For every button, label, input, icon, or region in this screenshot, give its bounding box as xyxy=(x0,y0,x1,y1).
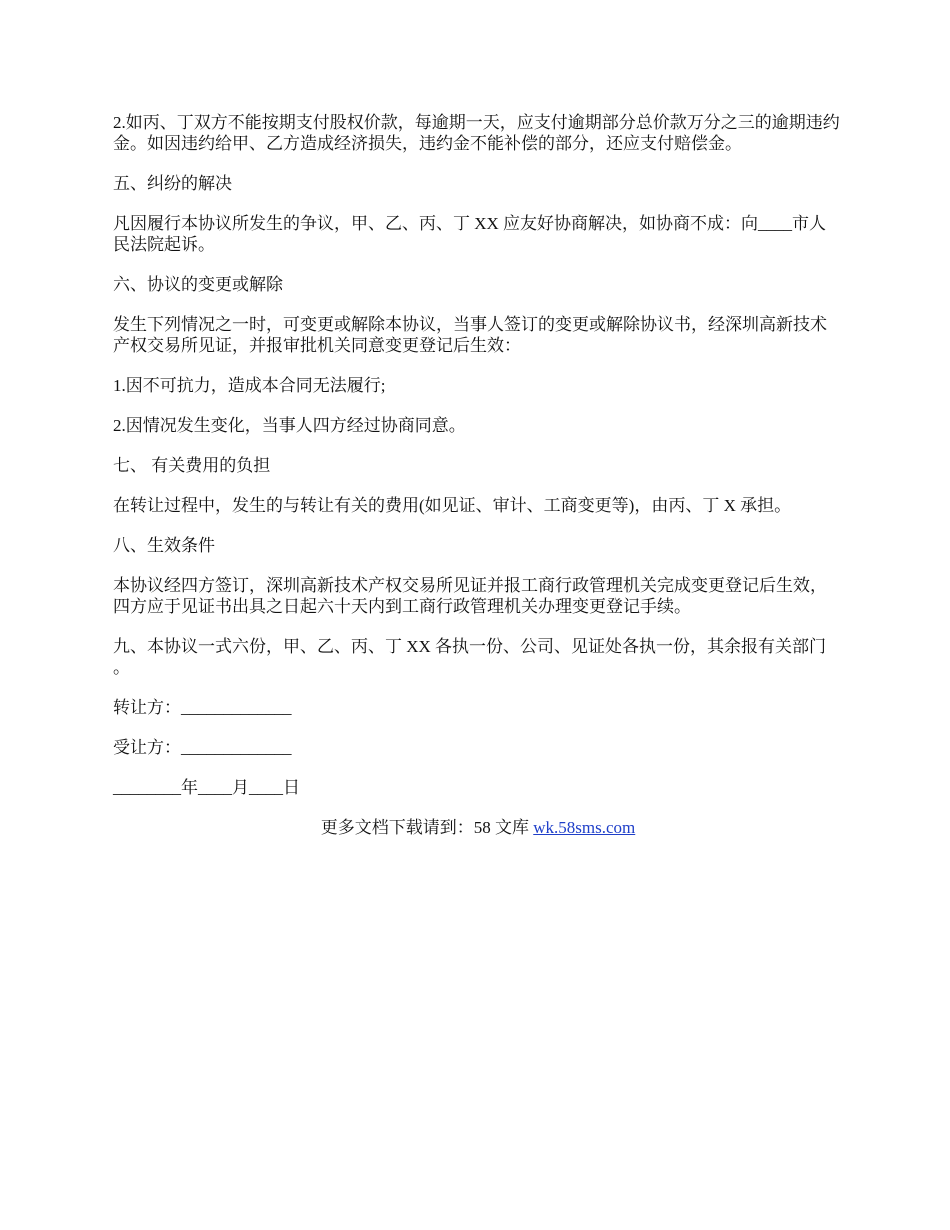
clause-change-conditions: 发生下列情况之一时，可变更或解除本协议，当事人签订的变更或解除协议书，经深圳高新技术产权交易所见证，并报审批机关同意变更登记后生效： xyxy=(113,315,827,355)
clause-force-majeure: 1.因不可抗力，造成本合同无法履行; xyxy=(113,376,386,395)
heading-change-termination: 六、协议的变更或解除 xyxy=(113,275,283,294)
document-page xyxy=(113,112,843,838)
signature-date: ________年____月____日 xyxy=(113,778,300,797)
heading-expenses: 七、 有关费用的负担 xyxy=(113,456,271,475)
heading-dispute-resolution: 五、纠纷的解决 xyxy=(113,174,232,193)
clause-mutual-agreement: 2.因情况发生变化，当事人四方经过协商同意。 xyxy=(113,416,466,435)
clause-copies: 九、本协议一式六份，甲、乙、丙、丁 XX 各执一份、公司、见证处各执一份，其余报有关部门 。 xyxy=(113,637,827,677)
heading-effective-conditions: 八、生效条件 xyxy=(113,536,215,555)
clause-penalty: 2.如丙、丁双方不能按期支付股权价款，每逾期一天，应支付逾期部分总价款万分之三的逾期违约金。如因违约给甲、乙方造成经济损失，违约金不能补偿的部分，还应支付赔偿金。 xyxy=(113,113,840,153)
footer-text: 更多文档下载请到：58 文库 xyxy=(320,818,534,837)
clause-dispute: 凡因履行本协议所发生的争议，甲、乙、丙、丁 XX 应友好协商解决，如协商不成：向____市人民法院起诉。 xyxy=(113,214,827,254)
clause-expenses: 在转让过程中，发生的与转让有关的费用(如见证、审计、工商变更等)，由丙、丁 X 承担。 xyxy=(113,496,792,515)
clause-effective: 本协议经四方签订，深圳高新技术产权交易所见证并报工商行政管理机关完成变更登记后生效，四方应于见证书出具之日起六十天内到工商行政管理机关办理变更登记手续。 xyxy=(113,576,827,616)
download-footer xyxy=(113,817,843,838)
signature-transferor: 转让方：_____________ xyxy=(113,698,292,717)
footer-link[interactable]: wk.58sms.com xyxy=(533,818,636,837)
signature-transferee: 受让方：_____________ xyxy=(113,738,292,757)
